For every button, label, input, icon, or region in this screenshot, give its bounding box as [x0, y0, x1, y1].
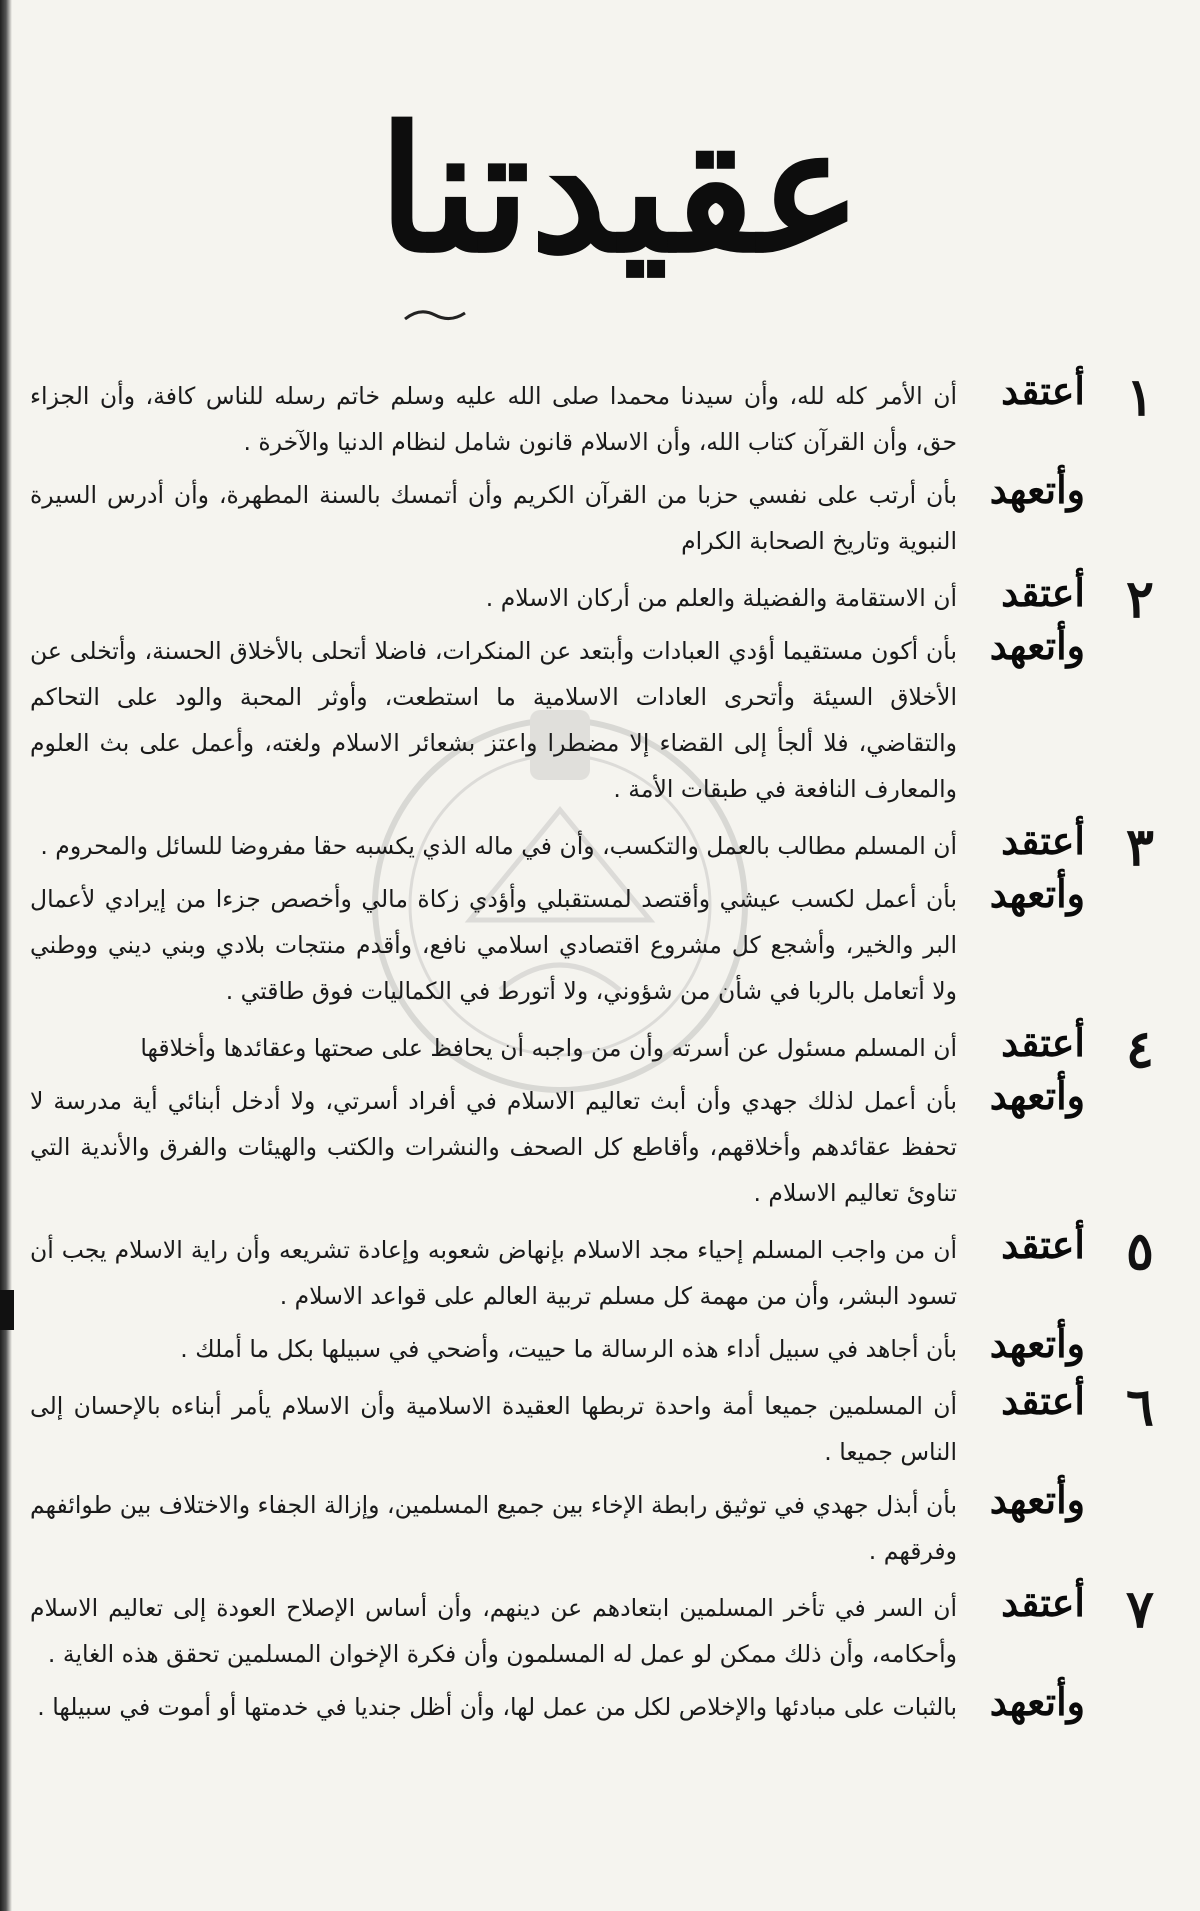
clause-text: أن من واجب المسلم إحياء مجد الاسلام بإنهاض شعوبه وإعادة تشريعه وأن راية الاسلام يجب أن تسود البشر، وأن من مهمة كل مسلم تربية العالم على قواعد الاسلام .: [30, 1236, 957, 1310]
clause-keyword: وأتعهد: [989, 1321, 1085, 1366]
clause-keyword: أعتقد: [1001, 1222, 1085, 1267]
creed-item-1: [30, 367, 1160, 564]
creed-item-5: [30, 1221, 1160, 1372]
title-ornament: [400, 305, 470, 325]
belief-clause: [30, 1582, 1085, 1677]
clause-text: بأن أبذل جهدي في توثيق رابطة الإخاء بين جميع المسلمين، وإزالة الجفاء والاختلاف بين طوائفهم وفرقهم .: [30, 1491, 957, 1565]
item-number: ٤: [1126, 1019, 1154, 1080]
clause-keyword: وأتعهد: [989, 623, 1085, 668]
belief-clause: [30, 370, 1085, 465]
pledge-clause: [30, 1075, 1085, 1216]
item-number: ٥: [1126, 1221, 1154, 1282]
clause-keyword: وأتعهد: [989, 1679, 1085, 1724]
clause-text: بأن أعمل لكسب عيشي وأقتصد لمستقبلي وأؤدي زكاة مالي وأخصص جزءا من إيرادي لأعمال البر والخير، وأشجع كل مشروع اقتصادي اسلامي نافع، وأقدم منتجات بلادي وبني ديني ووطني ولا أتعامل بالربا في شأن من شؤوني، ولا أتورط في الكماليات فوق طاقتي .: [30, 885, 957, 1005]
belief-clause: [30, 1022, 1085, 1071]
clause-text: أن السر في تأخر المسلمين ابتعادهم عن دينهم، وأن أساس الإصلاح العودة إلى تعاليم الاسلام وأحكامه، وأن ذلك ممكن لو عمل له المسلمون وأن فكرة الإخوان المسلمين تحقق هذه الغاية .: [30, 1594, 957, 1668]
belief-clause: [30, 820, 1085, 869]
creed-item-2: [30, 569, 1160, 812]
clause-keyword: أعتقد: [1001, 818, 1085, 863]
pledge-clause: [30, 1479, 1085, 1574]
pledge-clause: [30, 1681, 1085, 1730]
pledge-clause: [30, 873, 1085, 1014]
clause-text: أن المسلمين جميعا أمة واحدة تربطها العقيدة الاسلامية وأن الاسلام يأمر أبناءه بالإحسان إلى الناس جميعا .: [30, 1392, 957, 1466]
item-number: ٦: [1126, 1377, 1154, 1438]
clause-text: بأن أكون مستقيما أؤدي العبادات وأبتعد عن المنكرات، فاضلا أتحلى بالأخلاق الحسنة، وأتخلى عن الأخلاق السيئة وأتحرى العادات الاسلامية ما استطعت، وأوثر المحبة والود على التحاكم والتقاضي، فلا ألجأ إلى القضاء إلا مضطرا واعتز بشعائر الاسلام ولغته، وأعمل على بث العلوم والمعارف النافعة في طبقات الأمة .: [30, 637, 957, 803]
pledge-clause: [30, 469, 1085, 564]
clause-text: أن الأمر كله لله، وأن سيدنا محمدا صلى الله عليه وسلم خاتم رسله للناس كافة، وأن الجزاء حق، وأن القرآن كتاب الله، وأن الاسلام قانون شامل لنظام الدنيا والآخرة .: [30, 382, 957, 456]
clause-keyword: وأتعهد: [989, 467, 1085, 512]
item-number: ٣: [1126, 817, 1154, 878]
creed-item-4: [30, 1019, 1160, 1216]
creed-list: [30, 367, 1160, 1738]
clause-text: أن المسلم مطالب بالعمل والتكسب، وأن في ماله الذي يكسبه حقا مفروضا للسائل والمحروم .: [40, 832, 957, 860]
clause-keyword: أعتقد: [1001, 368, 1085, 413]
clause-text: بأن أعمل لذلك جهدي وأن أبث تعاليم الاسلام في أفراد أسرتي، ولا أدخل أبنائي أية مدرسة لا تحفظ عقائدهم وأخلاقهم، وأقاطع كل الصحف والنشرات والكتب والهيئات والفرق والأندية التي تناوئ تعاليم الاسلام .: [30, 1087, 957, 1207]
clause-keyword: أعتقد: [1001, 570, 1085, 615]
scan-left-edge: [0, 0, 12, 1911]
page-title: عقيدتنا: [378, 88, 863, 291]
clause-keyword: أعتقد: [1001, 1020, 1085, 1065]
creed-item-7: [30, 1579, 1160, 1730]
clause-keyword: وأتعهد: [989, 1073, 1085, 1118]
pledge-clause: [30, 1323, 1085, 1372]
clause-keyword: وأتعهد: [989, 871, 1085, 916]
belief-clause: [30, 1224, 1085, 1319]
clause-text: بالثبات على مبادئها والإخلاص لكل من عمل لها، وأن أظل جنديا في خدمتها أو أموت في سبيلها .: [37, 1693, 957, 1721]
clause-keyword: أعتقد: [1001, 1378, 1085, 1423]
belief-clause: [30, 572, 1085, 621]
clause-text: بأن أرتب على نفسي حزبا من القرآن الكريم وأن أتمسك بالسنة المطهرة، وأن أدرس السيرة النبوية وتاريخ الصحابة الكرام: [30, 481, 957, 555]
clause-text: بأن أجاهد في سبيل أداء هذه الرسالة ما حييت، وأضحي في سبيلها بكل ما أملك .: [180, 1335, 957, 1363]
creed-item-3: [30, 817, 1160, 1014]
creed-item-6: [30, 1377, 1160, 1574]
item-number: ١: [1126, 367, 1154, 428]
item-number: ٧: [1126, 1579, 1154, 1640]
belief-clause: [30, 1380, 1085, 1475]
pledge-clause: [30, 625, 1085, 812]
clause-keyword: أعتقد: [1001, 1580, 1085, 1625]
item-number: ٢: [1126, 569, 1154, 630]
clause-text: أن المسلم مسئول عن أسرته وأن من واجبه أن يحافظ على صحتها وعقائدها وأخلاقها: [140, 1034, 957, 1062]
clause-keyword: وأتعهد: [989, 1477, 1085, 1522]
clause-text: أن الاستقامة والفضيلة والعلم من أركان الاسلام .: [485, 584, 957, 612]
